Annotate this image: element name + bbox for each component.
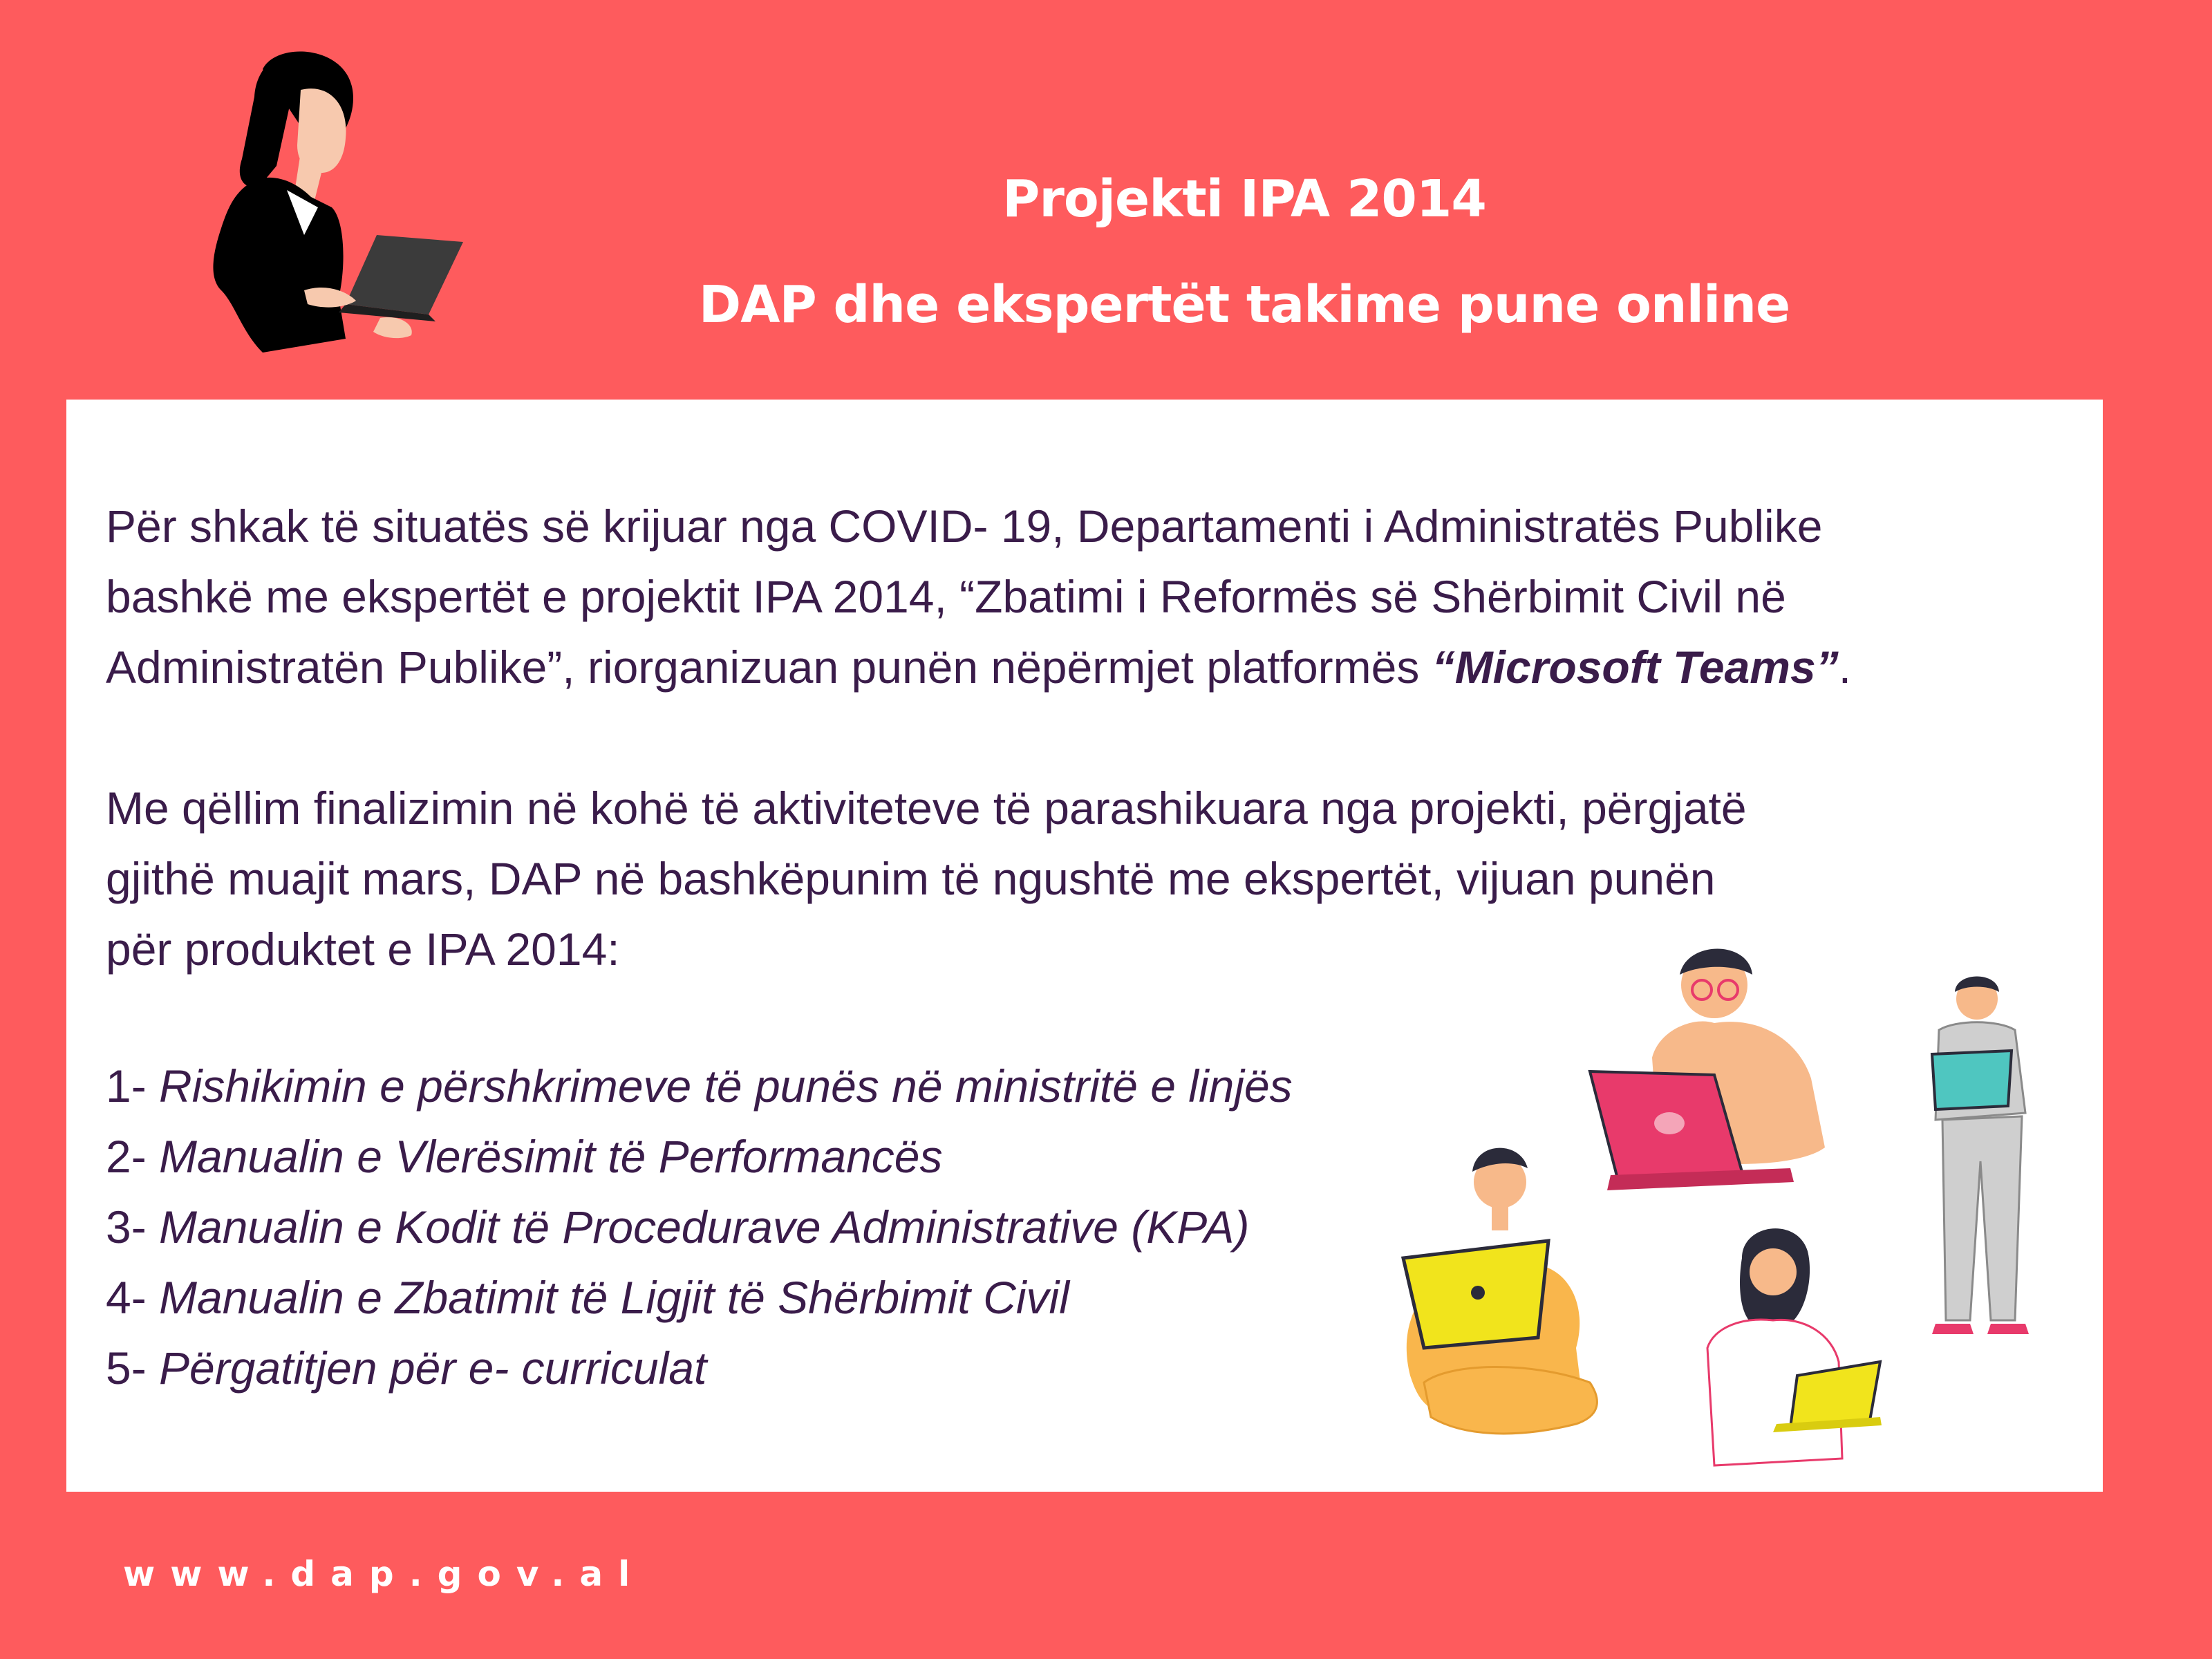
- team-working-illustration: [1382, 933, 2060, 1500]
- list-item-number: 5-: [106, 1342, 160, 1394]
- list-item-number: 2-: [106, 1131, 160, 1182]
- platform-name: “Microsoft Teams”: [1432, 641, 1839, 693]
- intro-paragraph: [106, 491, 1851, 702]
- product-list: [106, 1051, 1293, 1403]
- list-item-text: Përgatitjen për e- curriculat: [159, 1342, 707, 1394]
- intro-line-2: bashkë me ekspertët e projektit IPA 2014, “Zbatimi i Reformës së Shërbimit Civil në: [106, 571, 1786, 622]
- list-item-text: Manualin e Zbatimit të Ligjit të Shërbimit Civil: [159, 1272, 1069, 1323]
- website-url: www.dap.gov.al: [123, 1554, 646, 1594]
- list-item: [106, 1333, 1293, 1403]
- intro-line-3-suffix: .: [1838, 641, 1852, 693]
- list-item: [106, 1262, 1293, 1333]
- person-yellow-laptop-figure: [1403, 1148, 1597, 1434]
- list-item-text: Manualin e Vlerësimit të Performancës: [159, 1131, 943, 1182]
- intro-line-3-prefix: Administratën Publike”, riorganizuan punën nëpërmjet platformës: [106, 641, 1432, 693]
- work-line-3: për produktet e IPA 2014:: [106, 924, 620, 975]
- person-woman-laptop-figure: [1707, 1228, 1882, 1465]
- list-item-number: 3-: [106, 1201, 160, 1253]
- person-pink-laptop-figure: [1590, 949, 1825, 1191]
- list-item-text: Manualin e Kodit të Procedurave Administrative (KPA): [159, 1201, 1250, 1253]
- work-line-2: gjithë muajit mars, DAP në bashkëpunim të ngushtë me ekspertët, vijuan punën: [106, 853, 1716, 904]
- page-subtitle: DAP dhe ekspertët takime pune online: [698, 275, 1790, 335]
- intro-line-1: Për shkak të situatës së krijuar nga COVID- 19, Departamenti i Administratës Publike: [106, 500, 1823, 552]
- list-item: [106, 1051, 1293, 1121]
- list-item-number: 1-: [106, 1060, 160, 1112]
- work-line-1: Me qëllim finalizimin në kohë të aktiviteteve të parashikuara nga projekti, përgjatë: [106, 782, 1747, 834]
- woman-with-laptop-illustration: [138, 41, 484, 366]
- list-item: [106, 1192, 1293, 1262]
- page-title: Projekti IPA 2014: [1002, 169, 1486, 229]
- list-item-text: Rishikimin e përshkrimeve të punës në ministritë e linjës: [159, 1060, 1293, 1112]
- list-item: [106, 1121, 1293, 1192]
- list-item-number: 4-: [106, 1272, 160, 1323]
- person-teal-laptop-figure: [1932, 977, 2029, 1335]
- intro-line-3: [106, 632, 1851, 702]
